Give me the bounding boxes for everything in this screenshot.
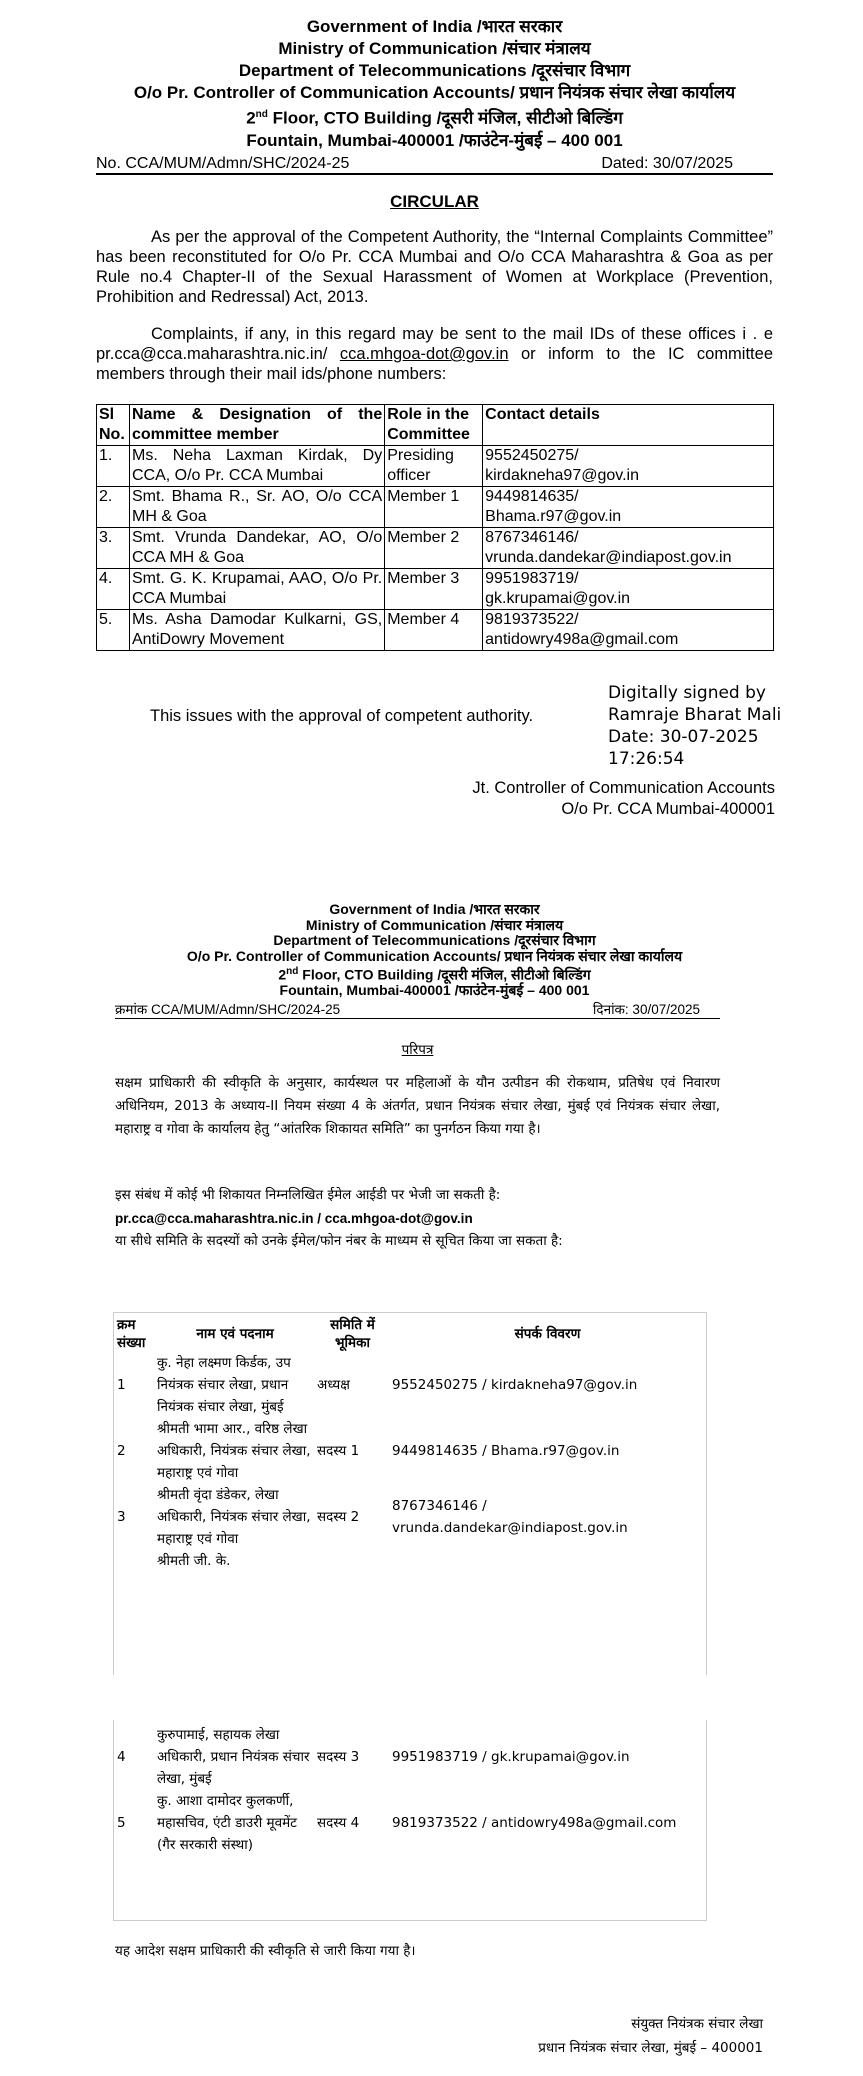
floor-text: Floor, CTO Building /दूसरी मंजिल, सीटीओ बिल्डिंग: [272, 108, 623, 128]
cell-role: सदस्य 2: [317, 1509, 360, 1525]
cell-contact: 9552450275 / kirdakneha97@gov.in: [392, 1377, 638, 1393]
cell-sl: 2: [117, 1443, 126, 1459]
para2-text-b: or inform to the IC committee members through their mail ids/phone numbers:: [96, 345, 773, 383]
digital-signature: [608, 682, 781, 770]
reference-line: [96, 155, 773, 175]
hindi-reference-line: [115, 1000, 720, 1019]
header-line-3: Department of Telecommunications /दूरसंचार विभाग: [273, 932, 596, 948]
designation-line-2: प्रधान नियंत्रक संचार लेखा, मुंबई – 400001: [538, 2040, 763, 2056]
reference-number: No. CCA/MUM/Admn/SHC/2024-25: [96, 155, 350, 172]
cell-sl: 1: [117, 1377, 126, 1393]
cell-name: Smt. Bhama R., Sr. AO, O/o CCA MH & Goa: [129, 487, 384, 528]
designation-line-1: Jt. Controller of Communication Accounts: [472, 779, 775, 797]
para2-emails: pr.cca@cca.maharashtra.nic.in / cca.mhgoa-dot@gov.in: [115, 1211, 473, 1226]
header-sl: क्रम संख्या: [117, 1317, 146, 1351]
header-line-3: Department of Telecommunications /दूरसंचार विभाग: [238, 61, 631, 80]
hindi-approval-note: यह आदेश सक्षम प्राधिकारी की स्वीकृति से जारी किया गया है।: [115, 1943, 416, 1959]
cell-sl: 2.: [97, 487, 130, 528]
table-row: [115, 1418, 705, 1484]
cell-role: Presiding officer: [385, 446, 483, 487]
para2-text-b: या सीधे समिति के सदस्यों को उनके ईमेल/फोन नंबर के माध्यम से सूचित किया जा सकता है:: [115, 1233, 563, 1249]
letterhead: [96, 16, 773, 152]
table-row: [97, 528, 774, 569]
cell-contact: 9819373522 / antidowry498a@gmail.com: [392, 1815, 677, 1831]
phone: 9552450275/: [485, 447, 579, 464]
header-name: Name & Designation of the committee member: [129, 405, 384, 446]
cell-sl: 5: [117, 1815, 126, 1831]
phone: 9951983719/: [485, 570, 579, 587]
email: kirdakneha97@gov.in: [485, 467, 639, 484]
circular-paragraph-2: [96, 324, 773, 384]
header-line-6: Fountain, Mumbai-400001 /फाउंटेन-मुंबई – 400 001: [246, 130, 623, 150]
phone: 8767346146/: [485, 529, 579, 546]
table-row: [115, 1484, 705, 1550]
table-row: [115, 1352, 705, 1418]
floor-suffix: nd: [286, 966, 299, 977]
designation-line-1: संयुक्त नियंत्रक संचार लेखा: [631, 2016, 763, 2032]
cell-name: श्रीमती वृंदा डंडेकर, लेखा अधिकारी, नियंत्रक संचार लेखा, महाराष्ट्र एवं गोवा: [157, 1487, 311, 1547]
phone: 9449814635/: [485, 488, 579, 505]
cell-role: Member 2: [385, 528, 483, 569]
cell-name: Smt. Vrunda Dandekar, AO, O/o CCA MH & Goa: [129, 528, 384, 569]
signature-line-3: Date: 30-07-2025: [608, 727, 759, 747]
email: gk.krupamai@gov.in: [485, 590, 631, 607]
header-line-5: [96, 964, 773, 983]
hindi-paragraph-2: [115, 1184, 720, 1253]
hindi-title: परिपत्र: [401, 1042, 434, 1058]
hindi-letterhead: [96, 902, 773, 999]
email: Bhama.r97@gov.in: [485, 508, 622, 525]
cell-role: सदस्य 4: [317, 1815, 360, 1831]
cell-name: Ms. Asha Damodar Kulkarni, GS, AntiDowry Movement: [129, 610, 384, 651]
table-row: [97, 487, 774, 528]
hindi-page: [0, 872, 863, 2076]
cell-contact-empty: [390, 1550, 705, 1572]
table-row: [97, 569, 774, 610]
cell-role: Member 1: [385, 487, 483, 528]
header-role: Role in the Committee: [385, 405, 483, 446]
page-gap: [0, 1682, 863, 1686]
hindi-signatory-designation: [538, 2012, 763, 2060]
cell-name-partial: श्रीमती जी. के.: [157, 1553, 231, 1569]
cell-role: Member 3: [385, 569, 483, 610]
reference-number: क्रमांक CCA/MUM/Admn/SHC/2024-25: [115, 1002, 341, 1017]
header-line-1: Government of India /भारत सरकार: [306, 17, 563, 36]
committee-table: [96, 404, 774, 651]
email: antidowry498a@gmail.com: [485, 631, 679, 648]
table-row: [115, 1550, 705, 1572]
floor-number: 2: [278, 966, 287, 983]
table-row: [115, 1790, 705, 1856]
header-line-4: O/o Pr. Controller of Communication Accounts/ प्रधान नियंत्रक संचार लेखा कार्यालय: [133, 83, 736, 102]
header-line-6: Fountain, Mumbai-400001 /फाउंटेन-मुंबई – 400 001: [279, 982, 590, 999]
cell-sl-empty: [115, 1550, 155, 1572]
english-page: [0, 0, 863, 870]
header-contact: Contact details: [483, 405, 774, 446]
cell-name: कुरुपामाई, सहायक लेखा अधिकारी, प्रधान नियंत्रक संचार लेखा, मुंबई: [157, 1727, 310, 1787]
cell-contact: 8767346146 / vrunda.dandekar@indiapost.gov.in: [392, 1498, 628, 1536]
cell-contact: [483, 487, 774, 528]
cell-contact: 9951983719 / gk.krupamai@gov.in: [392, 1749, 630, 1765]
email-link[interactable]: cca.mhgoa-dot@gov.in: [339, 345, 509, 363]
cell-contact: [483, 528, 774, 569]
cell-sl: 4: [117, 1749, 126, 1765]
header-sl: Sl No.: [97, 405, 130, 446]
cell-contact: 9449814635 / Bhama.r97@gov.in: [392, 1443, 620, 1459]
header-line-4: O/o Pr. Controller of Communication Accounts/ प्रधान नियंत्रक संचार लेखा कार्यालय: [186, 947, 683, 964]
para2-text-a: Complaints, if any, in this regard may be sent to the mail IDs of these offices i . e pr.cca@cca.maharashtra.nic.in/: [96, 325, 773, 363]
circular-paragraph-1: As per the approval of the Competent Authority, the “Internal Complaints Committee” has been reconstituted for O/o Pr. CCA Mumbai and O/o CCA Maharashtra & Goa as per Rule no.4 Chapter-II of the Sexual Harassment of Women at Workplace (Prevention, Prohibition and Redressal) Act, 2013.: [96, 228, 773, 306]
cell-role: सदस्य 3: [317, 1749, 360, 1765]
hindi-committee-table-2: [115, 1724, 705, 1856]
cell-name: श्रीमती भामा आर., वरिष्ठ लेखा अधिकारी, नियंत्रक संचार लेखा, महाराष्ट्र एवं गोवा: [157, 1421, 311, 1481]
cell-contact: [483, 446, 774, 487]
header-line-5: [96, 104, 773, 130]
header-role: समिति में भूमिका: [330, 1317, 375, 1351]
hindi-paragraph-1: सक्षम प्राधिकारी की स्वीकृति के अनुसार, कार्यस्थल पर महिलाओं के यौन उत्पीडन की रोकथाम, प्रतिषेध एवं निवारण अधिनियम, 2013 के अध्याय-II नियम संख्या 4 के अंतर्गत, प्रधान नियंत्रक संचार लेखा, मुंबई एवं नियंत्रक संचार लेखा, महाराष्ट्र व गोवा के कार्यालय हेतु “आंतरिक शिकायत समिति” का पुनर्गठन किया गया है।: [115, 1075, 720, 1137]
header-line-2: Ministry of Communication /संचार मंत्रालय: [278, 39, 591, 58]
circular-title: CIRCULAR: [390, 192, 479, 211]
approval-note: This issues with the approval of competent authority.: [150, 707, 534, 725]
signatory-designation: [472, 778, 775, 820]
table-row: [97, 610, 774, 651]
floor-text: Floor, CTO Building /दूसरी मंजिल, सीटीओ बिल्डिंग: [302, 966, 591, 983]
cell-role: सदस्य 1: [317, 1443, 360, 1459]
cell-name: Smt. G. K. Krupamai, AAO, O/o Pr. CCA Mumbai: [129, 569, 384, 610]
cell-name: कु. नेहा लक्ष्मण किर्डक, उप नियंत्रक संचार लेखा, प्रधान नियंत्रक संचार लेखा, मुंबई: [157, 1355, 291, 1415]
table-row: [115, 1724, 705, 1790]
date: Dated: 30/07/2025: [601, 155, 733, 172]
designation-line-2: O/o Pr. CCA Mumbai-400001: [561, 800, 775, 818]
cell-sl: 4.: [97, 569, 130, 610]
cell-name: Ms. Neha Laxman Kirdak, Dy CCA, O/o Pr. CCA Mumbai: [129, 446, 384, 487]
email: vrunda.dandekar@indiapost.gov.in: [485, 549, 732, 566]
cell-role: अध्यक्ष: [317, 1377, 350, 1393]
cell-name: कु. आशा दामोदर कुलकर्णी, महासचिव, एंटी डाउरी मूवमेंट (गैर सरकारी संस्था): [157, 1793, 297, 1853]
cell-sl: 1.: [97, 446, 130, 487]
phone: 9819373522/: [485, 611, 579, 628]
header-line-2: Ministry of Communication /संचार मंत्रालय: [305, 916, 564, 933]
table-row: [97, 446, 774, 487]
para2-text-a: इस संबंध में कोई भी शिकायत निम्नलिखित ईमेल आईडी पर भेजी जा सकती है:: [115, 1187, 501, 1203]
cell-contact: [483, 610, 774, 651]
cell-sl: 3: [117, 1509, 126, 1525]
signature-line-4: 17:26:54: [608, 749, 685, 769]
table-header-row: [115, 1316, 705, 1352]
cell-sl: 3.: [97, 528, 130, 569]
date: दिनांक: 30/07/2025: [592, 1002, 700, 1017]
header-line-1: Government of India /भारत सरकार: [329, 901, 540, 917]
signature-line-1: Digitally signed by: [608, 683, 766, 703]
floor-suffix: nd: [255, 109, 268, 120]
floor-number: 2: [246, 108, 256, 128]
cell-sl: 5.: [97, 610, 130, 651]
cell-contact: [483, 569, 774, 610]
cell-role-empty: [315, 1550, 390, 1572]
header-contact: संपर्क विवरण: [514, 1326, 581, 1342]
table-header-row: [97, 405, 774, 446]
cell-role: Member 4: [385, 610, 483, 651]
hindi-committee-table-1: [115, 1316, 705, 1572]
signature-line-2: Ramraje Bharat Mali: [608, 705, 782, 725]
header-name: नाम एवं पदनाम: [196, 1326, 274, 1342]
